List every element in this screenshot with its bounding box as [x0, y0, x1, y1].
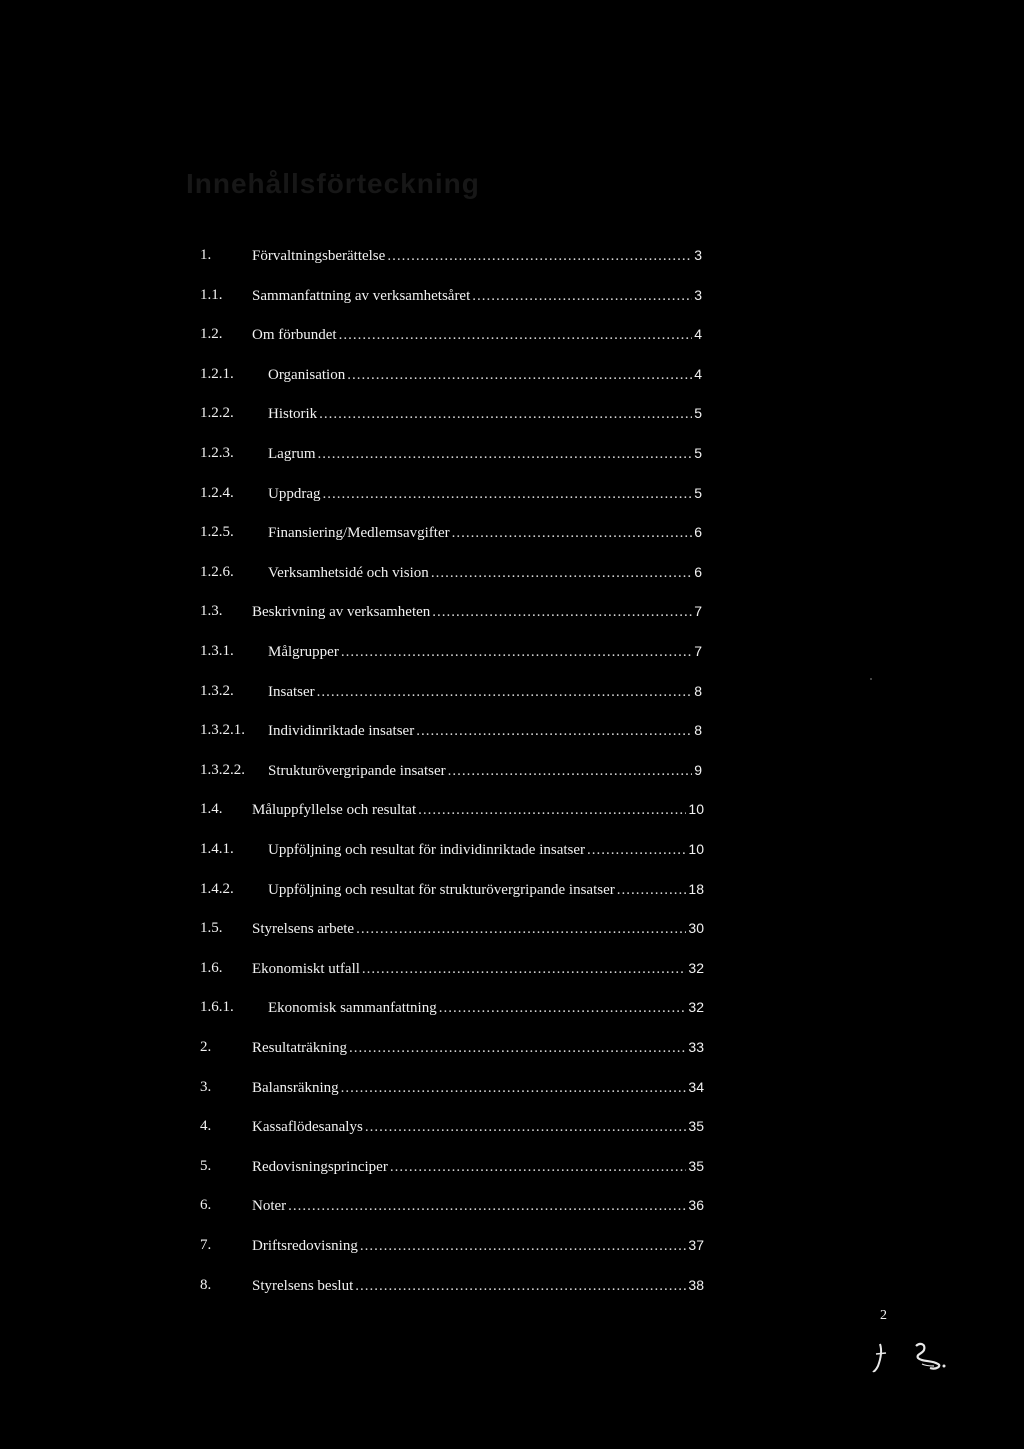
page-number: 2 [880, 1308, 887, 1323]
toc-entry[interactable] [252, 284, 702, 307]
toc-leader-dots [362, 958, 687, 980]
toc-entry[interactable] [268, 640, 702, 663]
toc-number: 4. [200, 1118, 212, 1134]
toc-row[interactable] [0, 917, 1024, 939]
toc-label: Ekonomiskt utfall [252, 961, 360, 977]
toc-number: 7. [200, 1237, 212, 1253]
toc-number: 1.5. [200, 920, 223, 936]
toc-entry[interactable] [252, 1036, 704, 1059]
toc-page-number: 10 [688, 841, 704, 857]
toc-number: 2. [200, 1039, 212, 1055]
toc-leader-dots [390, 1156, 687, 1178]
toc-page-number: 38 [688, 1277, 704, 1293]
toc-page-number: 3 [694, 247, 702, 263]
toc-row[interactable] [0, 680, 1024, 702]
toc-row[interactable] [0, 482, 1024, 504]
toc-page-number: 18 [688, 881, 704, 897]
toc-number: 6. [200, 1197, 212, 1213]
toc-entry[interactable] [252, 1115, 704, 1138]
toc-label: Kassaflödesanalys [252, 1119, 363, 1135]
toc-page-number: 34 [688, 1079, 704, 1095]
toc-number: 1.3.1. [200, 643, 234, 659]
toc-row[interactable] [0, 838, 1024, 860]
toc-leader-dots [587, 839, 686, 861]
toc-title: Innehållsförteckning [186, 168, 480, 199]
toc-label: Finansiering/Medlemsavgifter [268, 525, 450, 541]
toc-row[interactable] [0, 759, 1024, 781]
toc-leader-dots [347, 364, 692, 386]
toc-page-number: 9 [694, 762, 702, 778]
toc-number: 5. [200, 1158, 212, 1174]
toc-entry[interactable] [268, 838, 704, 861]
toc-entry[interactable] [252, 1155, 704, 1178]
toc-row[interactable] [0, 323, 1024, 345]
toc-label: Driftsredovisning [252, 1238, 358, 1254]
toc-label: Insatser [268, 684, 315, 700]
toc-page-number: 7 [694, 603, 702, 619]
toc-page-number: 30 [688, 920, 704, 936]
toc-label: Uppföljning och resultat för strukturövergripande insatser [268, 882, 615, 898]
toc-row[interactable] [0, 996, 1024, 1018]
toc-label: Om förbundet [252, 327, 337, 343]
toc-entry[interactable] [268, 759, 702, 782]
toc-entry[interactable] [268, 996, 704, 1019]
toc-number: 8. [200, 1277, 212, 1293]
toc-leader-dots [472, 285, 692, 307]
toc-number: 1.2.5. [200, 524, 234, 540]
toc-leader-dots [416, 720, 692, 742]
toc-leader-dots [341, 641, 692, 663]
toc-page-number: 35 [688, 1158, 704, 1174]
toc-leader-dots [349, 1037, 686, 1059]
toc-label: Styrelsens arbete [252, 921, 355, 937]
toc-leader-dots [448, 760, 693, 782]
toc-page-number: 4 [694, 366, 702, 382]
toc-number: 1.4.2. [200, 881, 234, 897]
toc-number: 1.1. [200, 287, 223, 303]
toc-number: 1.2. [200, 326, 223, 342]
toc-leader-dots [288, 1195, 686, 1217]
toc-label: Redovisningsprinciper [252, 1159, 388, 1175]
toc-leader-dots [452, 522, 693, 544]
toc-row[interactable] [0, 719, 1024, 741]
toc-row[interactable] [0, 878, 1024, 900]
toc-row[interactable] [0, 1155, 1024, 1177]
toc-leader-dots [317, 681, 693, 703]
toc-label: Organisation [268, 367, 346, 383]
toc-number: 1.2.1. [200, 366, 234, 382]
toc-page-number: 7 [694, 643, 702, 659]
toc-page-number: 37 [688, 1237, 704, 1253]
toc-entry[interactable] [252, 917, 704, 940]
toc-entry[interactable] [268, 680, 702, 703]
toc-row[interactable] [0, 284, 1024, 306]
toc-row[interactable] [0, 600, 1024, 622]
toc-entry[interactable] [252, 244, 702, 267]
toc-entry[interactable] [252, 600, 702, 623]
toc-number: 1.4. [200, 801, 223, 817]
toc-entry[interactable] [252, 1234, 704, 1257]
toc-leader-dots [319, 403, 692, 425]
toc-page-number: 5 [694, 405, 702, 421]
toc-row[interactable] [0, 1115, 1024, 1137]
toc-row[interactable] [0, 521, 1024, 543]
toc-row[interactable] [0, 957, 1024, 979]
toc-row[interactable] [0, 402, 1024, 424]
toc-number: 1.2.2. [200, 405, 234, 421]
toc-label: Balansräkning [252, 1080, 339, 1096]
toc-entry[interactable] [268, 561, 702, 584]
toc-row[interactable] [0, 1194, 1024, 1216]
toc-label: Noter [252, 1198, 287, 1214]
toc-label: Lagrum [268, 446, 316, 462]
toc-entry[interactable] [268, 402, 702, 425]
toc-leader-dots [617, 879, 687, 901]
toc-entry[interactable] [252, 798, 704, 821]
toc-page-number: 8 [694, 722, 702, 738]
toc-number: 1.6.1. [200, 999, 234, 1015]
toc-label: Styrelsens beslut [252, 1278, 354, 1294]
toc-page-number: 32 [688, 960, 704, 976]
toc-leader-dots [432, 601, 692, 623]
scan-speck [870, 678, 872, 680]
signature-initials [872, 1336, 952, 1376]
toc-number: 1.2.4. [200, 485, 234, 501]
toc-leader-dots [339, 324, 693, 346]
toc-page-number: 36 [688, 1197, 704, 1213]
toc-label: Resultaträkning [252, 1040, 347, 1056]
toc-number: 1.6. [200, 960, 223, 976]
toc-row[interactable] [0, 561, 1024, 583]
toc-label: Sammanfattning av verksamhetsåret [252, 288, 471, 304]
toc-page-number: 3 [694, 287, 702, 303]
toc-row[interactable] [0, 244, 1024, 266]
toc-row[interactable] [0, 363, 1024, 385]
toc-row[interactable] [0, 442, 1024, 464]
toc-label: Uppdrag [268, 486, 321, 502]
toc-label: Uppföljning och resultat för individinriktade insatser [268, 842, 586, 858]
toc-row[interactable] [0, 640, 1024, 662]
toc-leader-dots [387, 245, 692, 267]
toc-entry[interactable] [268, 719, 702, 742]
toc-entry[interactable] [252, 323, 702, 346]
toc-entry[interactable] [252, 1076, 704, 1099]
toc-number: 1.3.2.1. [200, 722, 245, 738]
toc-label: Strukturövergripande insatser [268, 763, 446, 779]
toc-entry[interactable] [268, 878, 704, 901]
toc-page-number: 4 [694, 326, 702, 342]
toc-leader-dots [418, 799, 686, 821]
toc-leader-dots [323, 483, 693, 505]
toc-row[interactable] [0, 1234, 1024, 1256]
toc-number: 1.3.2.2. [200, 762, 245, 778]
toc-page-number: 35 [688, 1118, 704, 1134]
toc-label: Ekonomisk sammanfattning [268, 1000, 437, 1016]
toc-page-number: 10 [688, 801, 704, 817]
toc-leader-dots [317, 443, 692, 465]
toc-leader-dots [360, 1235, 687, 1257]
toc-label: Beskrivning av verksamheten [252, 604, 431, 620]
toc-entry[interactable] [252, 1274, 704, 1297]
toc-entry[interactable] [268, 482, 702, 505]
toc-label: Förvaltningsberättelse [252, 248, 386, 264]
toc-label: Historik [268, 406, 318, 422]
toc-page-number: 5 [694, 445, 702, 461]
toc-page-number: 32 [688, 999, 704, 1015]
toc-number: 3. [200, 1079, 212, 1095]
toc-page-number: 33 [688, 1039, 704, 1055]
toc-label: Måluppfyllelse och resultat [252, 802, 417, 818]
toc-leader-dots [355, 1275, 686, 1297]
toc-row[interactable] [0, 1076, 1024, 1098]
toc-entry[interactable] [268, 442, 702, 465]
toc-leader-dots [341, 1077, 687, 1099]
toc-page-number: 6 [694, 564, 702, 580]
toc-leader-dots [365, 1116, 687, 1138]
toc-page-number: 6 [694, 524, 702, 540]
toc-number: 1.3. [200, 603, 223, 619]
toc-label: Målgrupper [268, 644, 339, 660]
toc-row[interactable] [0, 1274, 1024, 1296]
toc-entry[interactable] [268, 521, 702, 544]
toc-row[interactable] [0, 798, 1024, 820]
toc-leader-dots [439, 997, 687, 1019]
toc-entry[interactable] [252, 957, 704, 980]
toc-number: 1. [200, 247, 212, 263]
toc-label: Individinriktade insatser [268, 723, 415, 739]
toc-row[interactable] [0, 1036, 1024, 1058]
toc-page-number: 8 [694, 683, 702, 699]
toc-leader-dots [356, 918, 686, 940]
toc-page-number: 5 [694, 485, 702, 501]
toc-entry[interactable] [268, 363, 702, 386]
toc-number: 1.2.6. [200, 564, 234, 580]
toc-number: 1.2.3. [200, 445, 234, 461]
toc-number: 1.3.2. [200, 683, 234, 699]
toc-leader-dots [431, 562, 692, 584]
toc-number: 1.4.1. [200, 841, 234, 857]
toc-entry[interactable] [252, 1194, 704, 1217]
toc-label: Verksamhetsidé och vision [268, 565, 429, 581]
